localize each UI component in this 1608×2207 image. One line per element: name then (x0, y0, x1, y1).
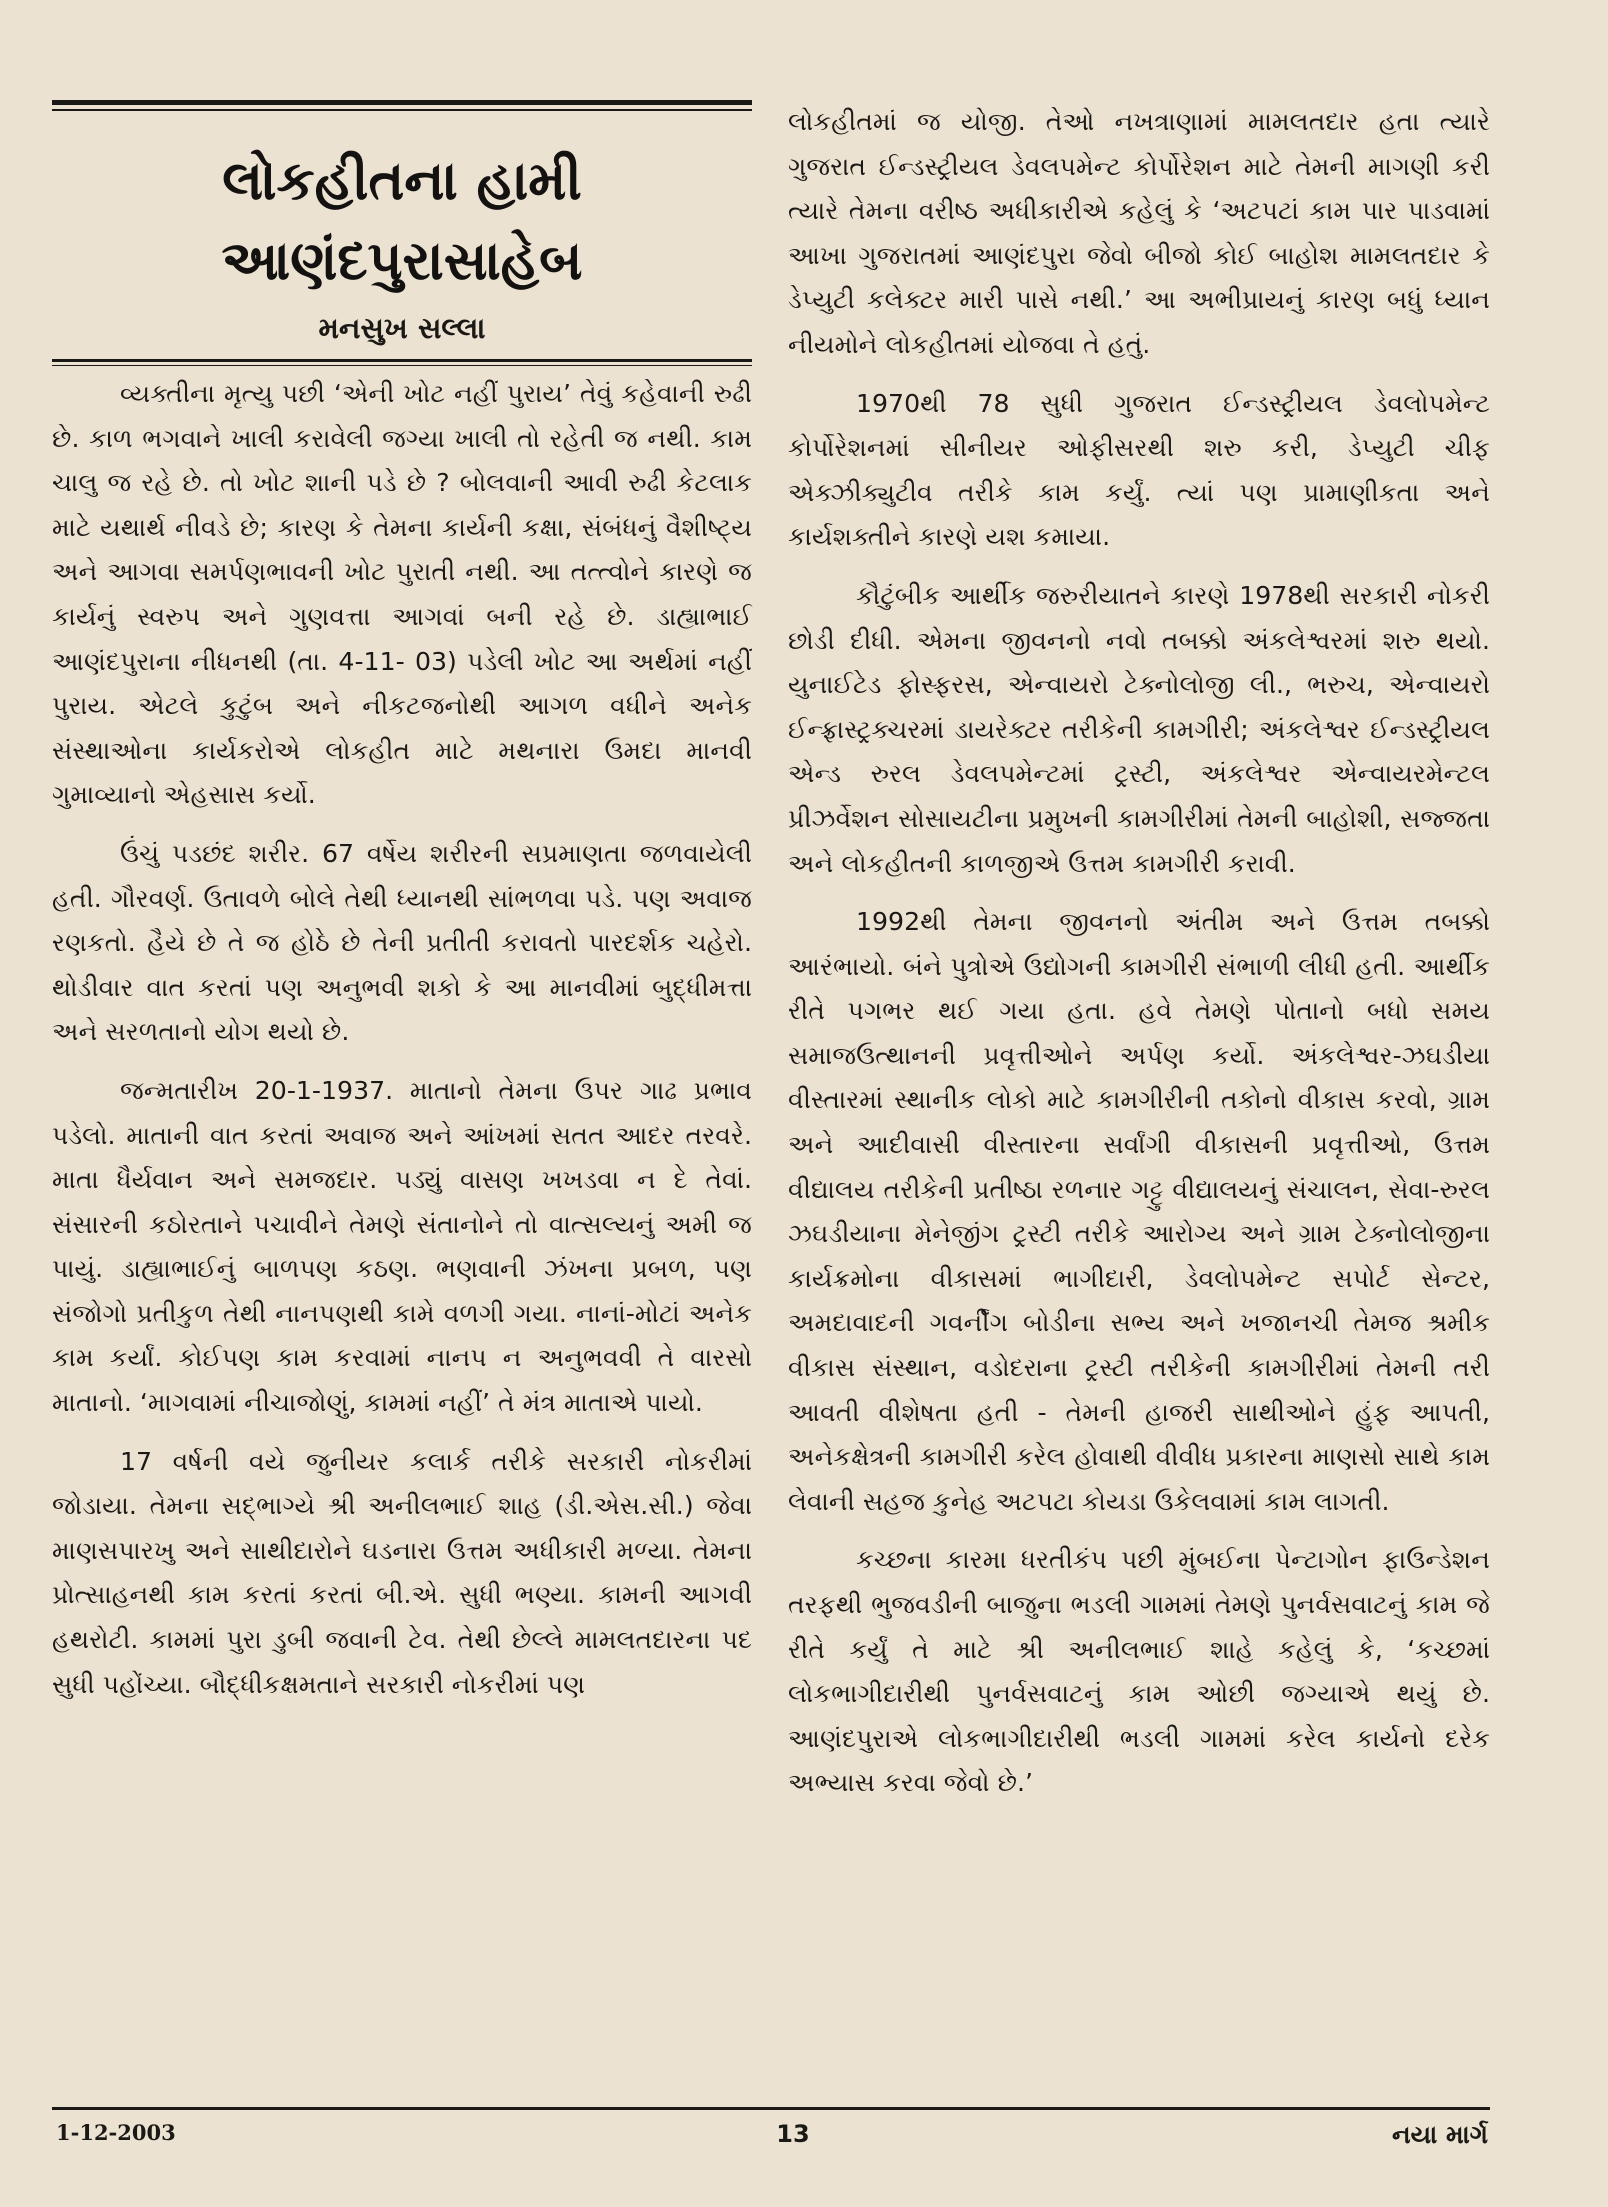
paragraph: કચ્છના કારમા ધરતીકંપ પછી મુંબઈના પેન્ટાગોન ફાઉન્ડેશન તરફથી ભુજવડીની બાજુના ભડલી ગામમાં તેમણે પુનર્વસવાટનું કામ જે રીતે કર્યું તે માટે શ્રી અનીલભાઈ શાહે કહેલું કે, ‘કચ્છમાં લોકભાગીદારીથી પુનર્વસવાટનું કામ ઓછી જગ્યાએ થયું છે. આણંદપુરાએ લોકભાગીદારીથી ભડલી ગામમાં કરેલ કાર્યનો દરેક અભ્યાસ કરવા જેવો છે.’ (788, 1545, 1490, 1798)
paragraph: જન્મતારીખ 20-1-1937. માતાનો તેમના ઉપર ગાઢ પ્રભાવ પડેલો. માતાની વાત કરતાં અવાજ અને આંખમાં સતત આદર તરવરે. માતા ધૈર્યવાન અને સમજદાર. પડ્યું વાસણ ખખડવા ન દે તેવાં. સંસારની કઠોરતાને પચાવીને તેમણે સંતાનોને તો વાત્સલ્યનું અમી જ પાયું. ડાહ્યાભાઈનું બાળપણ કઠણ. ભણવાની ઝંખના પ્રબળ, પણ સંજોગો પ્રતીકુળ તેથી નાનપણથી કામે વળગી ગયા. નાનાં-મોટાં અનેક કામ કર્યાં. કોઈપણ કામ કરવામાં નાનપ ન અનુભવવી તે વારસો માતાનો. ‘માગવામાં નીચાજોણું, કામમાં નહીં’ તે મંત્ર માતાએ પાયો. (52, 1075, 752, 1418)
title-bottom-rule (52, 359, 752, 366)
footer-date: 1-12-2003 (56, 2120, 176, 2145)
footer-rule (52, 2107, 1490, 2110)
title-top-rule (52, 100, 752, 111)
paragraph: કૌટુંબીક આર્થીક જરુરીયાતને કારણે 1978થી સરકારી નોકરી છોડી દીધી. એમના જીવનનો નવો તબક્કો અંકલેશ્વરમાં શરુ થયો. યુનાઈટેડ ફોસ્ફરસ, એન્વાયરો ટેક્નોલોજી લી., ભરુચ, એન્વાયરો ઈન્ફ્રાસ્ટ્રક્ચરમાં ડાયરેક્ટર તરીકેની કામગીરી; અંકલેશ્વર ઈન્ડસ્ટ્રીયલ એન્ડ રુરલ ડેવલપમેન્ટમાં ટ્રસ્ટી, અંકલેશ્વર એન્વાયરમેન્ટલ પ્રીઝર્વેશન સોસાયટીના પ્રમુખની કામગીરીમાં તેમની બાહોશી, સજ્જતા અને લોકહીતની કાળજીએ ઉત્તમ કામગીરી કરાવી. (788, 580, 1490, 878)
left-column (52, 100, 752, 1721)
paragraph: ઉંચું પડછંદ શરીર. 67 વર્ષેય શરીરની સપ્રમાણતા જળવાયેલી હતી. ગૌરવર્ણ. ઉતાવળે બોલે તેથી ધ્યાનથી સાંભળવા પડે. પણ અવાજ રણકતો. હૈયે છે તે જ હોઠે છે તેની પ્રતીતી કરાવતો પારદર્શક ચહેરો. થોડીવાર વાત કરતાં પણ અનુભવી શકો કે આ માનવીમાં બુદ્ધીમત્તા અને સરળતાનો યોગ થયો છે. (52, 838, 752, 1047)
paragraph: 17 વર્ષની વયે જુનીયર કલાર્ક તરીકે સરકારી નોકરીમાં જોડાયા. તેમના સદ્ભાગ્યે શ્રી અનીલભાઈ શાહ (ડી.એસ.સી.) જેવા માણસપારખુ અને સાથીદારોને ઘડનારા ઉત્તમ અધીકારી મળ્યા. તેમના પ્રોત્સાહનથી કામ કરતાં કરતાં બી.એ. સુધી ભણ્યા. કામની આગવી હથરોટી. કામમાં પુરા ડુબી જવાની ટેવ. તેથી છેલ્લે મામલતદારના પદ સુધી પહોંચ્યા. બૌદ્ધીકક્ષમતાને સરકારી નોકરીમાં પણ (52, 1446, 752, 1699)
paragraph: 1992થી તેમના જીવનનો અંતીમ અને ઉત્તમ તબક્કો આરંભાયો. બંને પુત્રોએ ઉદ્યોગની કામગીરી સંભાળી લીધી હતી. આર્થીક રીતે પગભર થઈ ગયા હતા. હવે તેમણે પોતાનો બધો સમય સમાજઉત્થાનની પ્રવૃત્તીઓને અર્પણ કર્યો. અંકલેશ્વર-ઝઘડીયા વીસ્તારમાં સ્થાનીક લોકો માટે કામગીરીની તકોનો વીકાસ કરવો, ગ્રામ અને આદીવાસી વીસ્તારના સર્વાંગી વીકાસની પ્રવૃત્તીઓ, ઉત્તમ વીદ્યાલય તરીકેની પ્રતીષ્ઠા રળનાર ગટ્ટુ વીદ્યાલયનું સંચાલન, સેવા-રુરલ ઝઘડીયાના મેનેજીંગ ટ્રસ્ટી તરીકે આરોગ્ય અને ગ્રામ ટેક્નોલોજીના કાર્યક્રમોના વીકાસમાં ભાગીદારી, ડેવલોપમેન્ટ સપોર્ટ સેન્ટર, અમદાવાદની ગવર્નીંગ બોડીના સભ્ય અને ખજાનચી તેમજ શ્રમીક વીકાસ સંસ્થાન, વડોદરાના ટ્રસ્ટી તરીકેની કામગીરીમાં તેમની તરી આવતી વીશેષતા હતી - તેમની હાજરી સાથીઓને હુંફ આપતી, અનેકક્ષેત્રની કામગીરી કરેલ હોવાથી વીવીધ પ્રકારના માણસો સાથે કામ લેવાની સહજ કુનેહ અટપટા કોયડા ઉકેલવામાં કામ લાગતી. (788, 907, 1490, 1516)
right-column (788, 100, 1490, 1820)
title-line-2: આણંદપુરાસાહેબ (221, 229, 583, 292)
paragraph: વ્યક્તીના મૃત્યુ પછી ‘એની ખોટ નહીં પુરાય’ તેવું કહેવાની રુઢી છે. કાળ ભગવાને ખાલી કરાવેલી જગ્યા ખાલી તો રહેતી જ નથી. કામ ચાલુ જ રહે છે. તો ખોટ શાની પડે છે ? બોલવાની આવી રુઢી કેટલાક માટે યથાર્થ નીવડે છે; કારણ કે તેમના કાર્યની કક્ષા, સંબંધનું વૈશીષ્ટ્ય અને આગવા સમર્પણભાવની ખોટ પુરાતી નથી. આ તત્ત્વોને કારણે જ કાર્યનું સ્વરુપ અને ગુણવત્તા આગવાં બની રહે છે. ડાહ્યાભાઈ આણંદપુરાના નીધનથી (તા. 4-11- 03) પડેલી ખોટ આ અર્થમાં નહીં પુરાય. એટલે કુટુંબ અને નીકટજનોથી આગળ વધીને અનેક સંસ્થાઓના કાર્યકરોએ લોકહીત માટે મથનારા ઉમદા માનવી ગુમાવ્યાનો એહસાસ કર્યો. (52, 379, 752, 810)
paragraph: 1970થી 78 સુધી ગુજરાત ઈન્ડસ્ટ્રીયલ ડેવલોપમેન્ટ કોર્પોરેશનમાં સીનીયર ઓફીસરથી શરુ કરી, ડેપ્યુટી ચીફ એક્ઝીક્યુટીવ તરીકે કામ કર્યું. ત્યાં પણ પ્રામાણીકતા અને કાર્યશક્તીને કારણે યશ કમાયા. (788, 388, 1490, 552)
magazine-name: નયા માર્ગ (1392, 2120, 1488, 2149)
title-line-1: લોકહીતના હામી (222, 149, 582, 212)
paragraph: લોકહીતમાં જ યોજી. તેઓ નખત્રાણામાં મામલતદાર હતા ત્યારે ગુજરાત ઈન્ડસ્ટ્રીયલ ડેવલપમેન્ટ કોર્પોરેશન માટે તેમની માગણી કરી ત્યારે તેમના વરીષ્ઠ અધીકારીએ કહેલું કે ‘અટપટાં કામ પાર પાડવામાં આખા ગુજરાતમાં આણંદપુરા જેવો બીજો કોઈ બાહોશ મામલતદાર કે ડેપ્યુટી કલેક્ટર મારી પાસે નથી.’ આ અભીપ્રાયનું કારણ બધું ધ્યાન નીયમોને લોકહીતમાં યોજવા તે હતું. (788, 107, 1490, 359)
author-byline: મનસુખ સલ્લા (318, 311, 486, 345)
page-number: 13 (776, 2120, 810, 2148)
article-title (52, 141, 752, 301)
